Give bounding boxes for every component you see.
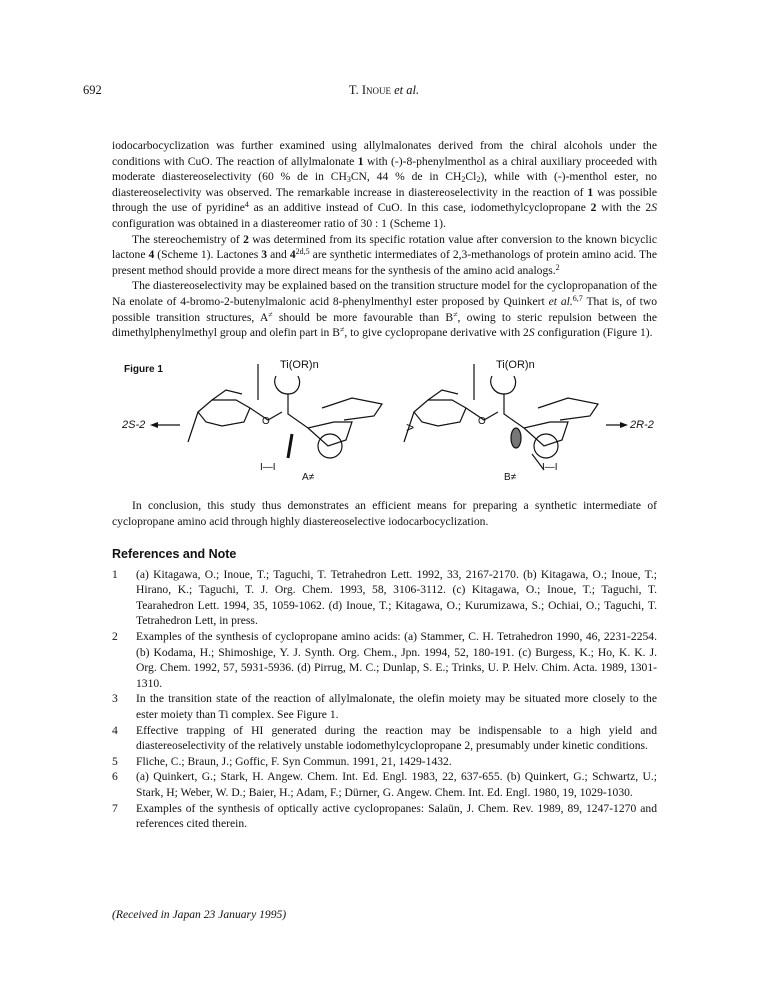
ts-a-ester-o: O	[262, 416, 270, 427]
ts-b-cyclohexane	[414, 400, 466, 426]
ts-a-cyclohexane	[198, 400, 250, 426]
ts-a-axial-bond	[188, 412, 198, 442]
ts-a-malonate	[288, 394, 334, 428]
arrow-right-head	[620, 422, 628, 428]
ii-label-a: I—I	[260, 462, 276, 473]
ti-label-b: Ti(OR)n	[496, 359, 535, 371]
reference-text: (a) Quinkert, G.; Stark, H. Angew. Chem. Int. Ed. Engl. 1983, 22, 637-655. (b) Quinkert, G.; Schwartz, U.; Stark, H; Weber, W. D.; Baier, H.; Adam, F.; Dürner, G. Angew. Chem. Int. Ed. Engl. 1980, 19, 1029-1030.	[136, 770, 657, 799]
ts-b-ester-o: O	[478, 416, 486, 427]
reference-number: 5	[112, 754, 118, 768]
reference-number: 7	[112, 801, 118, 815]
ts-b-side-chain	[538, 398, 598, 420]
ts-a-ti-chelate	[275, 376, 300, 394]
transition-structure-b	[404, 359, 598, 483]
references-section	[112, 547, 657, 832]
ii-label-b: I—I	[542, 462, 558, 473]
product-2s-label: 2S-2	[122, 419, 146, 431]
reference-item	[112, 723, 657, 754]
figure-label: Figure 1	[124, 364, 163, 375]
transition-structure-a	[188, 359, 382, 483]
running-etal: et al.	[394, 83, 420, 97]
ts-a-side-chain	[322, 398, 382, 420]
body-text	[112, 138, 657, 341]
received-date: (Received in Japan 23 January 1995)	[112, 908, 287, 921]
ts-b-malonate	[504, 394, 550, 428]
reference-item	[112, 801, 657, 832]
reference-text: Examples of the synthesis of cyclopropane amino acids: (a) Stammer, C. H. Tetrahedron 1990, 46, 2231-2254. (b) Kodama, H.; Shimoshige, Y. J. Synth. Org. Chem., Jpn. 1994, 52, 180-191. (c) Burgess, K.; Ho, K. K. J. Org. Chem. 1992, 57, 5931-5936. (d) Pirrug, M. C.; Dunlap, S. E.; Trinks, U. P. Helv. Chim. Acta. 1989, 1301-1310.	[136, 629, 657, 690]
reference-number: 3	[112, 692, 118, 706]
ts-b-ti-chelate	[491, 376, 516, 394]
paragraph-2: The stereochemistry of 2 was determined from its specific rotation value after conversion to the known bicyclic lactone 4 (Scheme 1). Lactones 3 and $4^{2d,5}$ are synthetic intermediates of 2,3-methanologs of protein amino acid. The present method should provide a more direct means for the synthesis of the amino acid analogs.$^2$	[112, 232, 658, 277]
reference-text: (a) Kitagawa, O.; Inoue, T.; Taguchi, T. Tetrahedron Lett. 1992, 33, 2167-2170. (b) Kitagawa, O.; Inoue, T.; Hirano, K.; Taguchi, T. J. Org. Chem. 1993, 58, 3106-3112. (c) Kitagawa, O.; Inoue, T.; Taguchi, T. Tearahedron Lett. 1994, 35, 1059-1062. (d) Inoue, T.; Kitagawa, O.; Kurumizawa, S.; Ochiai, O.; Taguchi, T. Tetrahedron Lett, in press.	[136, 567, 657, 628]
running-header	[0, 83, 768, 103]
reference-item	[112, 567, 657, 629]
ts-a-olefin-wedge	[288, 434, 292, 458]
reference-text: Effective trapping of HI generated during the reaction may be indispensable to a high yield and diastereoselectivity of the relatively unstable iodomethylcyclopropane 2, presumably under kinetic conditions.	[136, 723, 657, 753]
conclusion-paragraph: In conclusion, this study thus demonstrates an efficient means for preparing a synthetic intermediate of cyclopropane amino acid through highly diastereoselective iodocarbocyclization.	[112, 499, 657, 528]
reference-item	[112, 629, 657, 691]
reference-item	[112, 691, 657, 722]
reference-item	[112, 769, 657, 800]
arrow-left-head	[150, 422, 158, 428]
reference-number: 1	[112, 567, 118, 581]
reference-text: Examples of the synthesis of optically active cyclopropanes: Salaün, J. Chem. Rev. 1989, 89, 1247-1270 and references cited therein.	[136, 801, 657, 831]
reference-number: 4	[112, 723, 118, 737]
paragraph-3: The diastereoselectivity may be explained based on the transition structure model for the cyclopropanation of the Na enolate of 4-bromo-2-butenylmalonic acid 8-phenylmenthyl ester proposed by Quinkert et al.$^{6,7}$ That is, of two possible transition structures, A≠ should be more favourable than B≠, owing to steric repulsion between the dimethylphenylmethyl group and olefin part in B≠, to give cyclopropane derivative with 2S configuration (Figure 1).	[112, 279, 657, 340]
reference-list	[112, 567, 657, 832]
page-number: 692	[83, 83, 102, 97]
ts-b-phenyl-ring	[534, 434, 558, 458]
comparison-symbol: >	[406, 419, 415, 435]
reference-number: 2	[112, 629, 118, 643]
ts-b-label: B≠	[504, 472, 517, 483]
references-heading: References and Note	[112, 547, 237, 561]
product-2r-label: 2R-2	[630, 419, 654, 431]
ti-label-a: Ti(OR)n	[280, 359, 319, 371]
ts-b-ring-top	[428, 390, 458, 400]
ts-b-olefin	[511, 428, 521, 448]
ts-a-phenyl-ring	[318, 434, 342, 458]
reference-text: In the transition state of the reaction of allylmalonate, the olefin moiety may be situated more closely to the ester moiety than Ti complex. See Figure 1.	[136, 692, 657, 721]
paragraph-1: iodocarbocyclization was further examined using allylmalonates derived from the chiral alcohols under the conditions with CuO. The reaction of allylmalonate 1 with (-)-8-phenylmenthol as a chiral auxiliary proceeded with moderate diastereoselectivity (60 % de in $CH_3CN$, 44 % de in $CH_2Cl_2$), while with (-)-menthol ester, no diastereoselectivity was observed. The remarkable increase in diastereoselectivity in the reaction of 1 was possible through the use of pyridine$^4$ as an additive instead of CuO. In this case, iodomethylcyclopropane 2 with the 2S configuration was obtained in a diastereomer ratio of 30 : 1 (Scheme 1).	[112, 139, 657, 230]
ts-a-label: A≠	[302, 472, 315, 483]
running-title	[0, 83, 768, 98]
running-author: T. Inoue	[348, 83, 391, 97]
ts-a-ring-top	[212, 390, 242, 400]
figure-1	[112, 342, 657, 490]
reference-item	[112, 754, 657, 770]
reference-text: Fliche, C.; Braun, J.; Goffic, F. Syn Commun. 1991, 21, 1429-1432.	[136, 754, 452, 768]
reference-number: 6	[112, 770, 118, 784]
